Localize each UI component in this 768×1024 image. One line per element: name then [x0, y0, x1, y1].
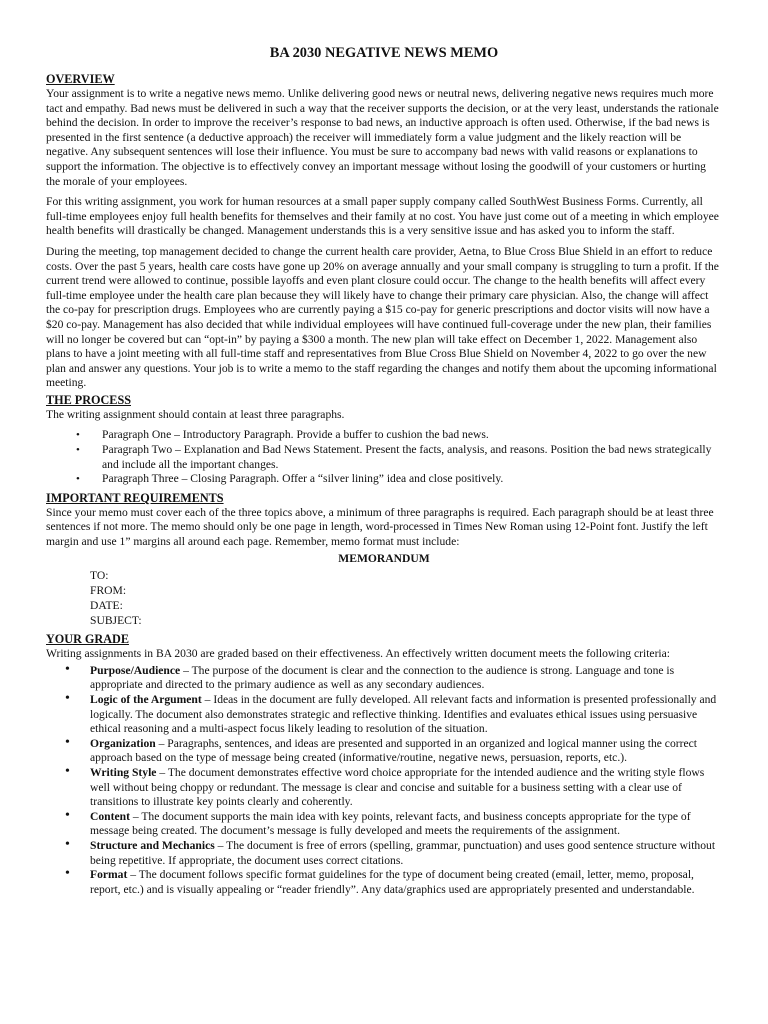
list-item: [90, 737, 722, 766]
requirements-section: [46, 491, 722, 628]
criteria-term: Writing Style: [90, 765, 157, 779]
criteria-term: Structure and Mechanics: [90, 838, 215, 852]
list-item: [90, 868, 722, 897]
process-intro: The writing assignment should contain at least three paragraphs.: [46, 407, 345, 421]
criteria-term: Logic of the Argument: [90, 693, 202, 706]
memo-field-from: FROM:: [90, 584, 127, 598]
process-list: [46, 428, 722, 486]
list-item: • Paragraph Three – Closing Paragraph. Offer a “silver lining” idea and close positively.: [102, 472, 722, 487]
list-item: [90, 766, 722, 810]
process-section: [46, 393, 722, 487]
criteria-desc: – Ideas in the document are fully developed. All relevant facts and information is presented professionally and logically. The document also demonstrates strategic and reflective thinking. Identifies and evaluates ethical issues using persuasive ethical reasoning and a multi-aspect focus likely leading to resolution of the situation.: [90, 693, 717, 736]
criteria-term: Purpose/Audience: [90, 663, 181, 677]
memo-title: MEMORANDUM: [338, 551, 430, 565]
list-item: [90, 839, 722, 868]
requirements-text: Since your memo must cover each of the three topics above, a minimum of three paragraphs is required. Each paragraph should be at least three sentences if not more. The memo should only be one page in length, word-processed in Times New Roman using 12-Point font. Justify the left margin and use 1” margins all around each page. Remember, memo format must include:: [46, 505, 714, 549]
memo-fields: [46, 568, 722, 628]
memo-field-to: TO:: [90, 569, 109, 583]
list-item: [90, 664, 722, 693]
memo-field-date: DATE:: [90, 599, 123, 613]
memo-field-subject: SUBJECT:: [90, 614, 142, 628]
list-item: [90, 693, 722, 737]
grade-intro: Writing assignments in BA 2030 are graded based on their effectiveness. An effectively written document meets the following criteria:: [46, 647, 671, 661]
process-heading: THE PROCESS: [46, 392, 131, 407]
overview-section: [46, 72, 722, 391]
grade-section: [46, 632, 722, 897]
criteria-term: Organization: [90, 736, 156, 750]
list-item: [90, 810, 722, 839]
criteria-term: Format: [90, 868, 128, 882]
criteria-term: Content: [90, 809, 130, 823]
overview-paragraph: For this writing assignment, you work for human resources at a small paper supply company called SouthWest Business Forms. Currently, all full-time employees enjoy full health benefits for themselves and their family at no cost. You have just come out of a meeting in which employee health benefits will drastically be changed. Management understands this is a very sensitive issue and has asked you to inform the staff.: [46, 195, 719, 238]
criteria-desc: – The document is free of errors (spelling, grammar, punctuation) and uses good sentence structure without being repetitive. If appropriate, the document uses correct citations.: [90, 838, 716, 867]
criteria-desc: – The document demonstrates effective word choice appropriate for the intended audience and the writing style flows well without being choppy or redundant. The message is clear and concise and suitable for a business setting with a clear use of transitions to illustrate key points clearly and coherently.: [90, 765, 705, 809]
criteria-list: [46, 664, 722, 898]
list-item: • Paragraph One – Introductory Paragraph. Provide a buffer to cushion the bad news.: [102, 428, 722, 443]
page-title: BA 2030 NEGATIVE NEWS MEMO: [269, 45, 499, 61]
criteria-desc: – The document follows specific format guidelines for the type of document being created (email, letter, memo, proposal, report, etc.) and is visually appealing or “reader friendly”. Any data/graphics used are appropriately presented and understandable.: [90, 868, 695, 896]
criteria-desc: – The purpose of the document is clear and the connection to the audience is strong. Language and tone is appropriate and directed to the primary audience as well as any secondary audiences.: [90, 663, 675, 692]
criteria-desc: – The document supports the main idea with key points, relevant facts, and business concepts appropriate for the type of message being created. The document’s message is fully developed and meets the requirements of the assignment.: [90, 809, 691, 838]
criteria-desc: – Paragraphs, sentences, and ideas are presented and supported in an organized and logical manner using the correct approach based on the type of message being created (informative/routine, negative news, persuasion, reports, etc.).: [90, 736, 697, 765]
list-item: • Paragraph Two – Explanation and Bad News Statement. Present the facts, analysis, and reasons. Position the bad news strategically and include all the important changes.: [102, 443, 722, 472]
grade-heading: YOUR GRADE: [46, 632, 129, 647]
requirements-heading: IMPORTANT REQUIREMENTS: [46, 490, 224, 505]
overview-heading: OVERVIEW: [46, 72, 115, 86]
overview-paragraph: During the meeting, top management decided to change the current health care provider, Aetna, to Blue Cross Blue Shield in an effort to reduce costs. Over the past 5 years, health care costs have gone up 20% on average annually and your small company is struggling to turn a profit. If the current trend were allowed to continue, possible layoffs and even plant closure could occur. The change to the health benefits will affect every full-time employee under the health care plan because they will likely have to change their primary care physician. Also, the change will affect the co-pay for prescription drugs. Employees who are currently paying a $15 co-pay for generic prescriptions and doctor visits will now have a $20 co-pay. Management has also decided that while individual employees will have continued full-coverage under the new plan, their families will no longer be covered but can “opt-in” by paying a $300 a month. The new plan will take effect on December 1, 2022. Management also plans to have a joint meeting with all full-time staff and representatives from Blue Cross Blue Shield on November 4, 2022 to go over the new plan and answer any questions. Your job is to write a memo to the staff regarding the changes and notify them about the upcoming informational meeting.: [46, 244, 719, 390]
overview-paragraph: Your assignment is to write a negative news memo. Unlike delivering good news or neutral news, delivering negative news requires much more tact and empathy. Bad news must be delivered in such a way that the receiver supports the decision, or at the very least, understands the rationale behind the decision. In order to improve the receiver’s response to bad news, an inductive approach is often used. Otherwise, if the bad news is presented in the first sentence (a deductive approach) the receiver will immediately form a value judgment and the likely reaction will be negative. Any subsequent sentences will lose their influence. You must be sure to accompany bad news with valid reasons or explanations to support the information. The objective is to effectively convey an important message without losing the goodwill of your customers or hurting the morale of your employees.: [46, 87, 719, 188]
